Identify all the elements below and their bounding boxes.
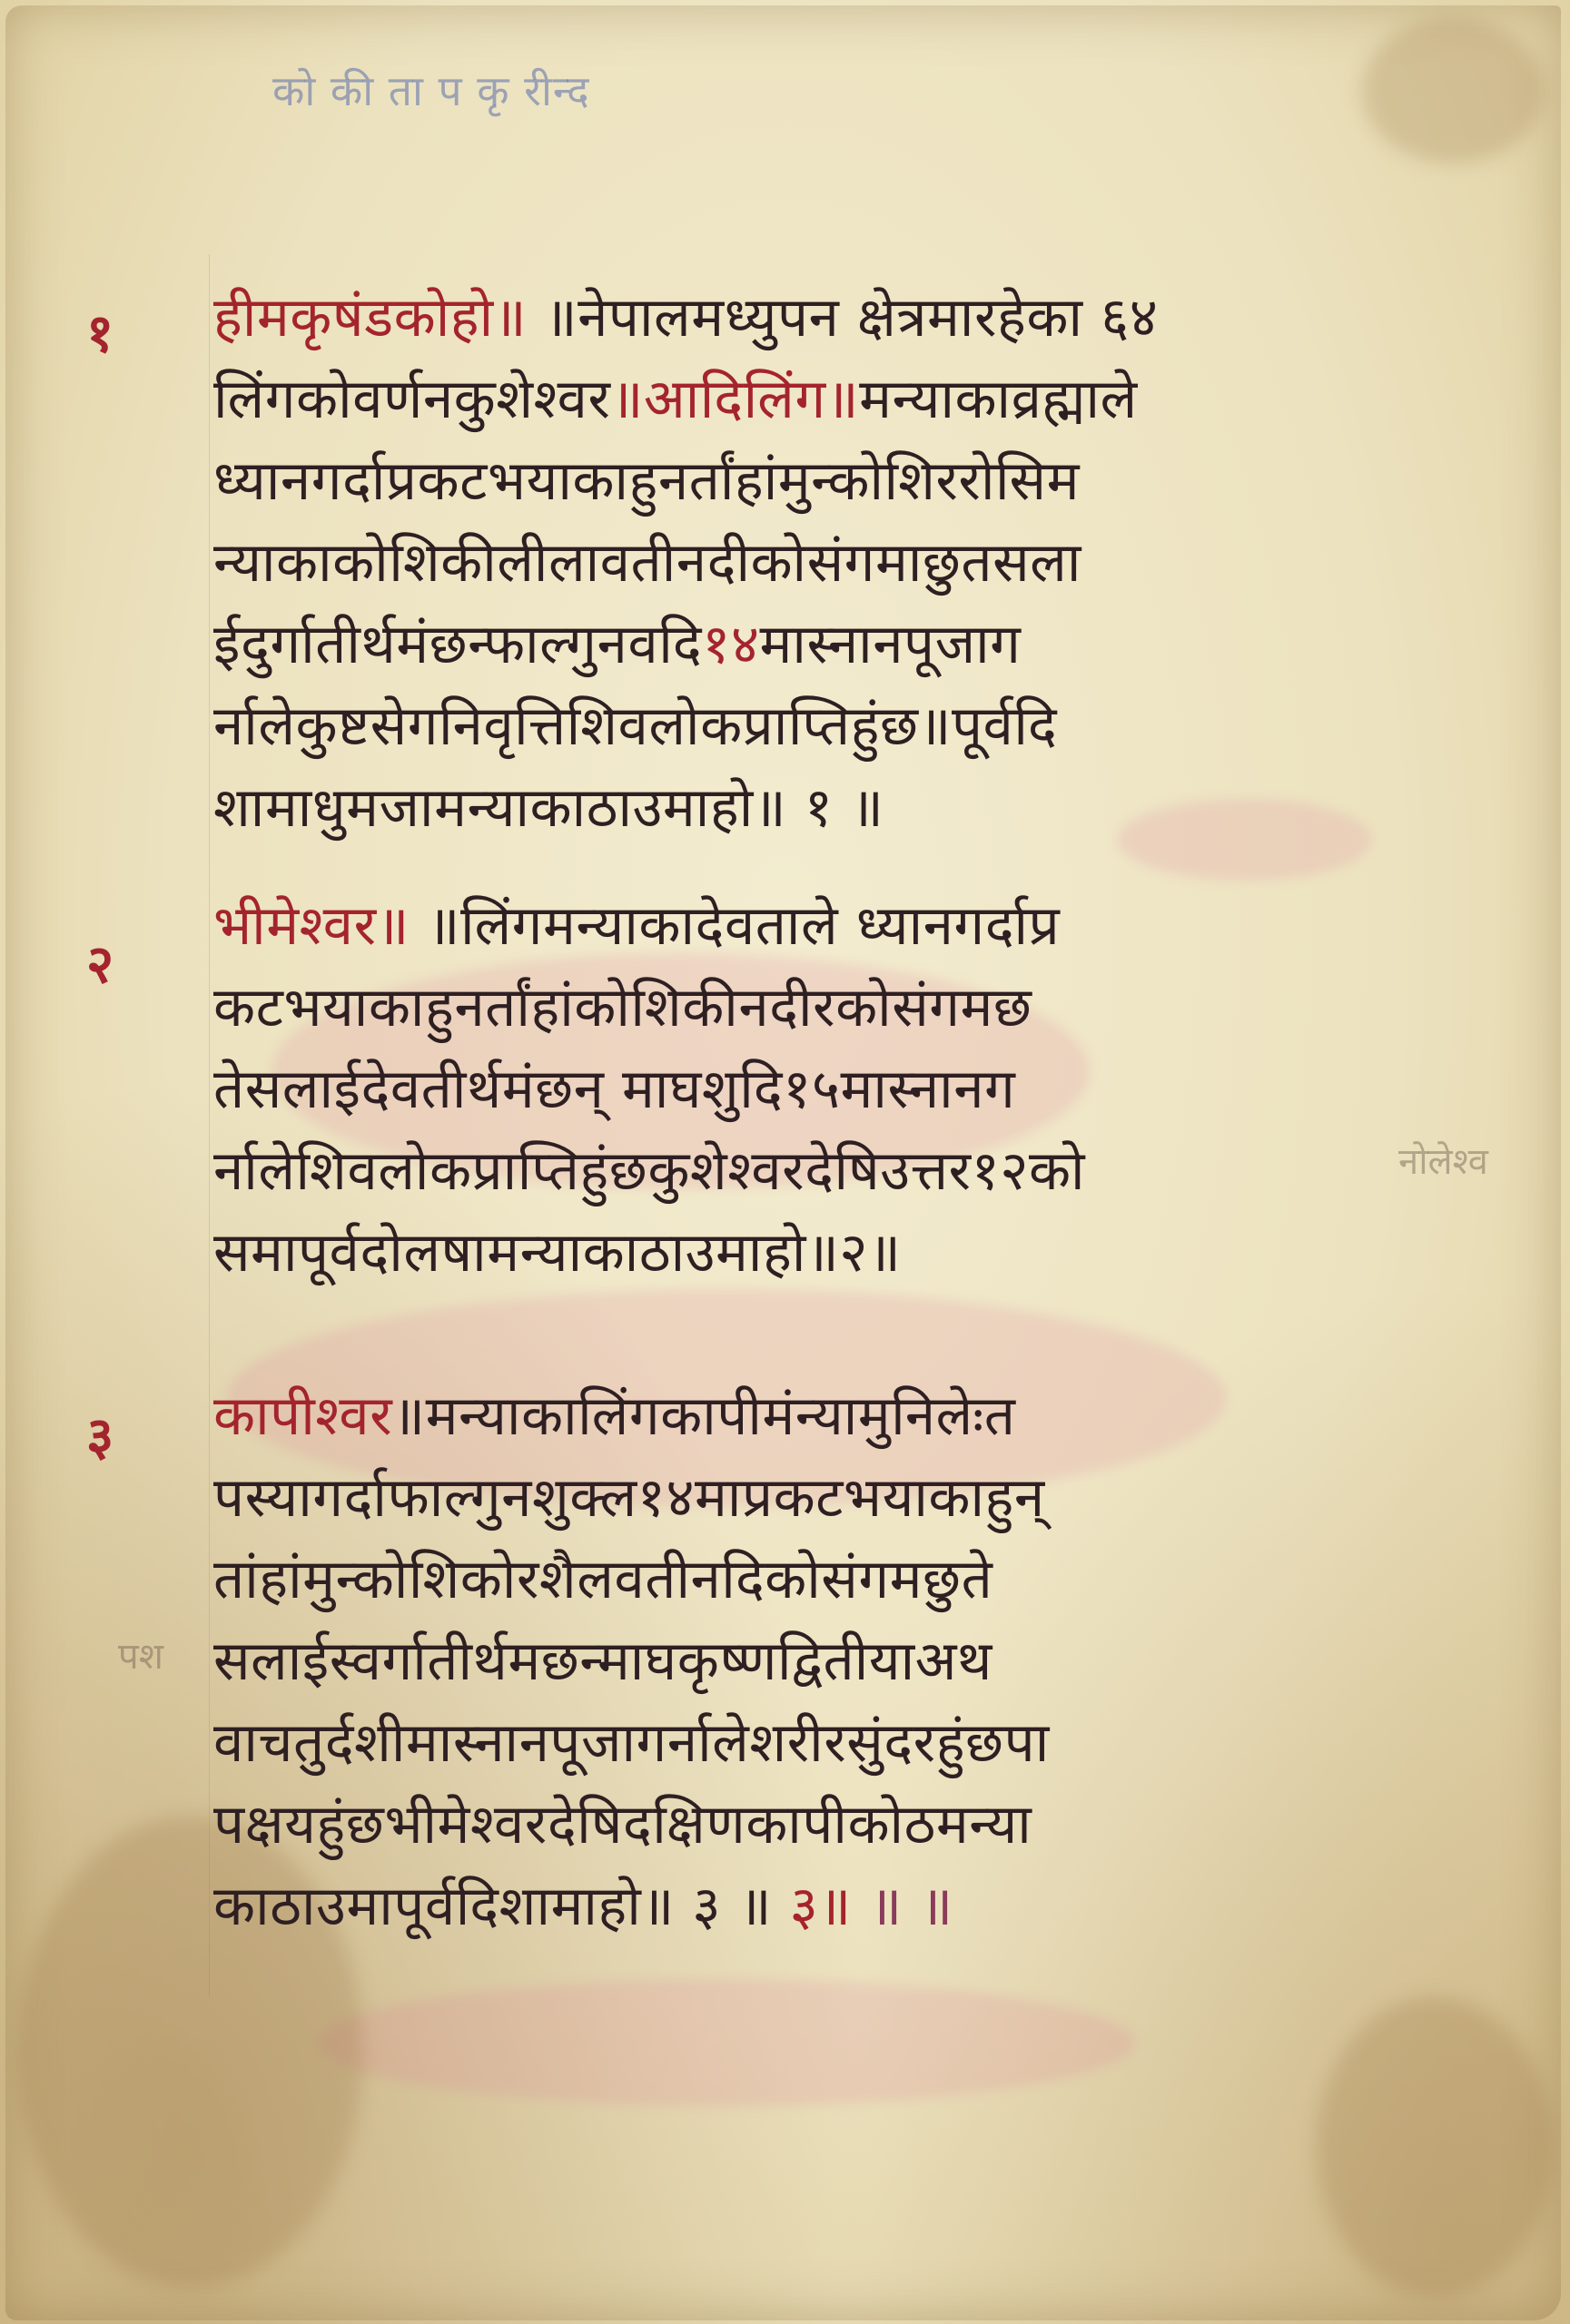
text-line: शामाधुमजामन्याकाठाउमाहो॥ १ ॥: [213, 776, 884, 840]
text-line: पस्यागर्दाफाल्गुनशुक्ल१४माप्रकटभयाकाहुन्: [213, 1466, 1045, 1530]
text-line: [213, 613, 1022, 676]
text-line: कटभयाकाहुनर्तांहांकोशिकीनदीरकोसंगमछ: [213, 976, 1032, 1039]
text-line: ध्यानगर्दाप्रकटभयाकाहुनर्तांहांमुन्कोशिररोसिम: [213, 449, 1080, 513]
section-heading: भीमेश्वर॥: [213, 894, 410, 958]
text-line: पक्षयहुंछभीमेश्वरदेषिदक्षिणकापीकोठमन्या: [213, 1793, 1032, 1856]
text-line: सलाईस्वर्गातीर्थमछन्माघकृष्णद्वितीयाअथ: [213, 1630, 992, 1693]
margin-rule: [209, 254, 210, 1997]
text-line: वाचतुर्दशीमास्नानपूजागर्नालेशरीरसुंदरहुंछपा: [213, 1711, 1050, 1775]
pink-stain: [318, 1979, 1135, 2106]
text-line: न्याकाकोशिकीलीलावतीनदीकोसंगमाछुतसला: [213, 531, 1081, 595]
text-line: [213, 368, 1138, 431]
line-text: काठाउमापूर्वदिशामाहो॥ ३ ॥: [213, 1875, 790, 1938]
pink-stain: [1117, 799, 1371, 881]
section-number: ३: [86, 1405, 114, 1467]
section-number: २: [86, 933, 114, 995]
stray-marks: ॥ ॥: [851, 1875, 953, 1938]
text-line: [213, 1875, 953, 1938]
text-line: तेसलाईदेवतीर्थमंछन् माघशुदि१५मास्नानग: [213, 1058, 1016, 1121]
text-line: तांहांमुन्कोशिकोरशैलवतीनदिकोसंगमछुते: [213, 1548, 993, 1611]
line-text: लिंगकोवर्णनकुशेश्वर: [213, 368, 611, 431]
inline-number: ३॥: [789, 1875, 852, 1938]
section-heading: हीमकृषंडकोहो॥: [213, 286, 528, 350]
line-text: मास्नानपूजाग: [759, 613, 1022, 676]
line-text: ईदुर्गातीर्थमंछन्फाल्गुनवदि: [213, 613, 703, 676]
line-text: ॥लिंगमन्याकादेवताले ध्यानगर्दाप्र: [409, 894, 1061, 958]
text-line: [213, 286, 1159, 350]
left-margin-note: पश: [118, 1636, 163, 1678]
inline-heading: ॥आदिलिंग॥: [610, 368, 860, 431]
text-line: [213, 894, 1061, 958]
brown-stain: [1317, 1997, 1553, 2297]
text-line: र्नालेकुष्टसेगनिवृत्तिशिवलोकप्राप्तिहुंछ॥पूर्वदि: [213, 694, 1058, 758]
line-text: मन्याकाव्रह्माले: [859, 368, 1138, 431]
inline-number: १४: [702, 613, 760, 676]
text-line: [213, 1384, 1016, 1448]
section-number: १: [86, 302, 114, 364]
top-note: को की ता प कृ रीन्द: [272, 66, 590, 115]
right-margin-note: नोलेश्व: [1398, 1141, 1488, 1183]
text-line: समापूर्वदोलषामन्याकाठाउमाहो॥२॥: [213, 1221, 902, 1285]
line-text: ॥मन्याकालिंगकापीमंन्यामुनिलेःत: [392, 1384, 1016, 1448]
line-text: ॥नेपालमध्युपन क्षेत्रमारहेका ६४: [527, 286, 1159, 350]
section-heading: कापीश्वर: [213, 1384, 393, 1448]
brown-stain: [1362, 18, 1544, 163]
text-line: र्नालेशिवलोकप्राप्तिहुंछकुशेश्वरदेषिउत्तर१२को: [213, 1139, 1086, 1203]
